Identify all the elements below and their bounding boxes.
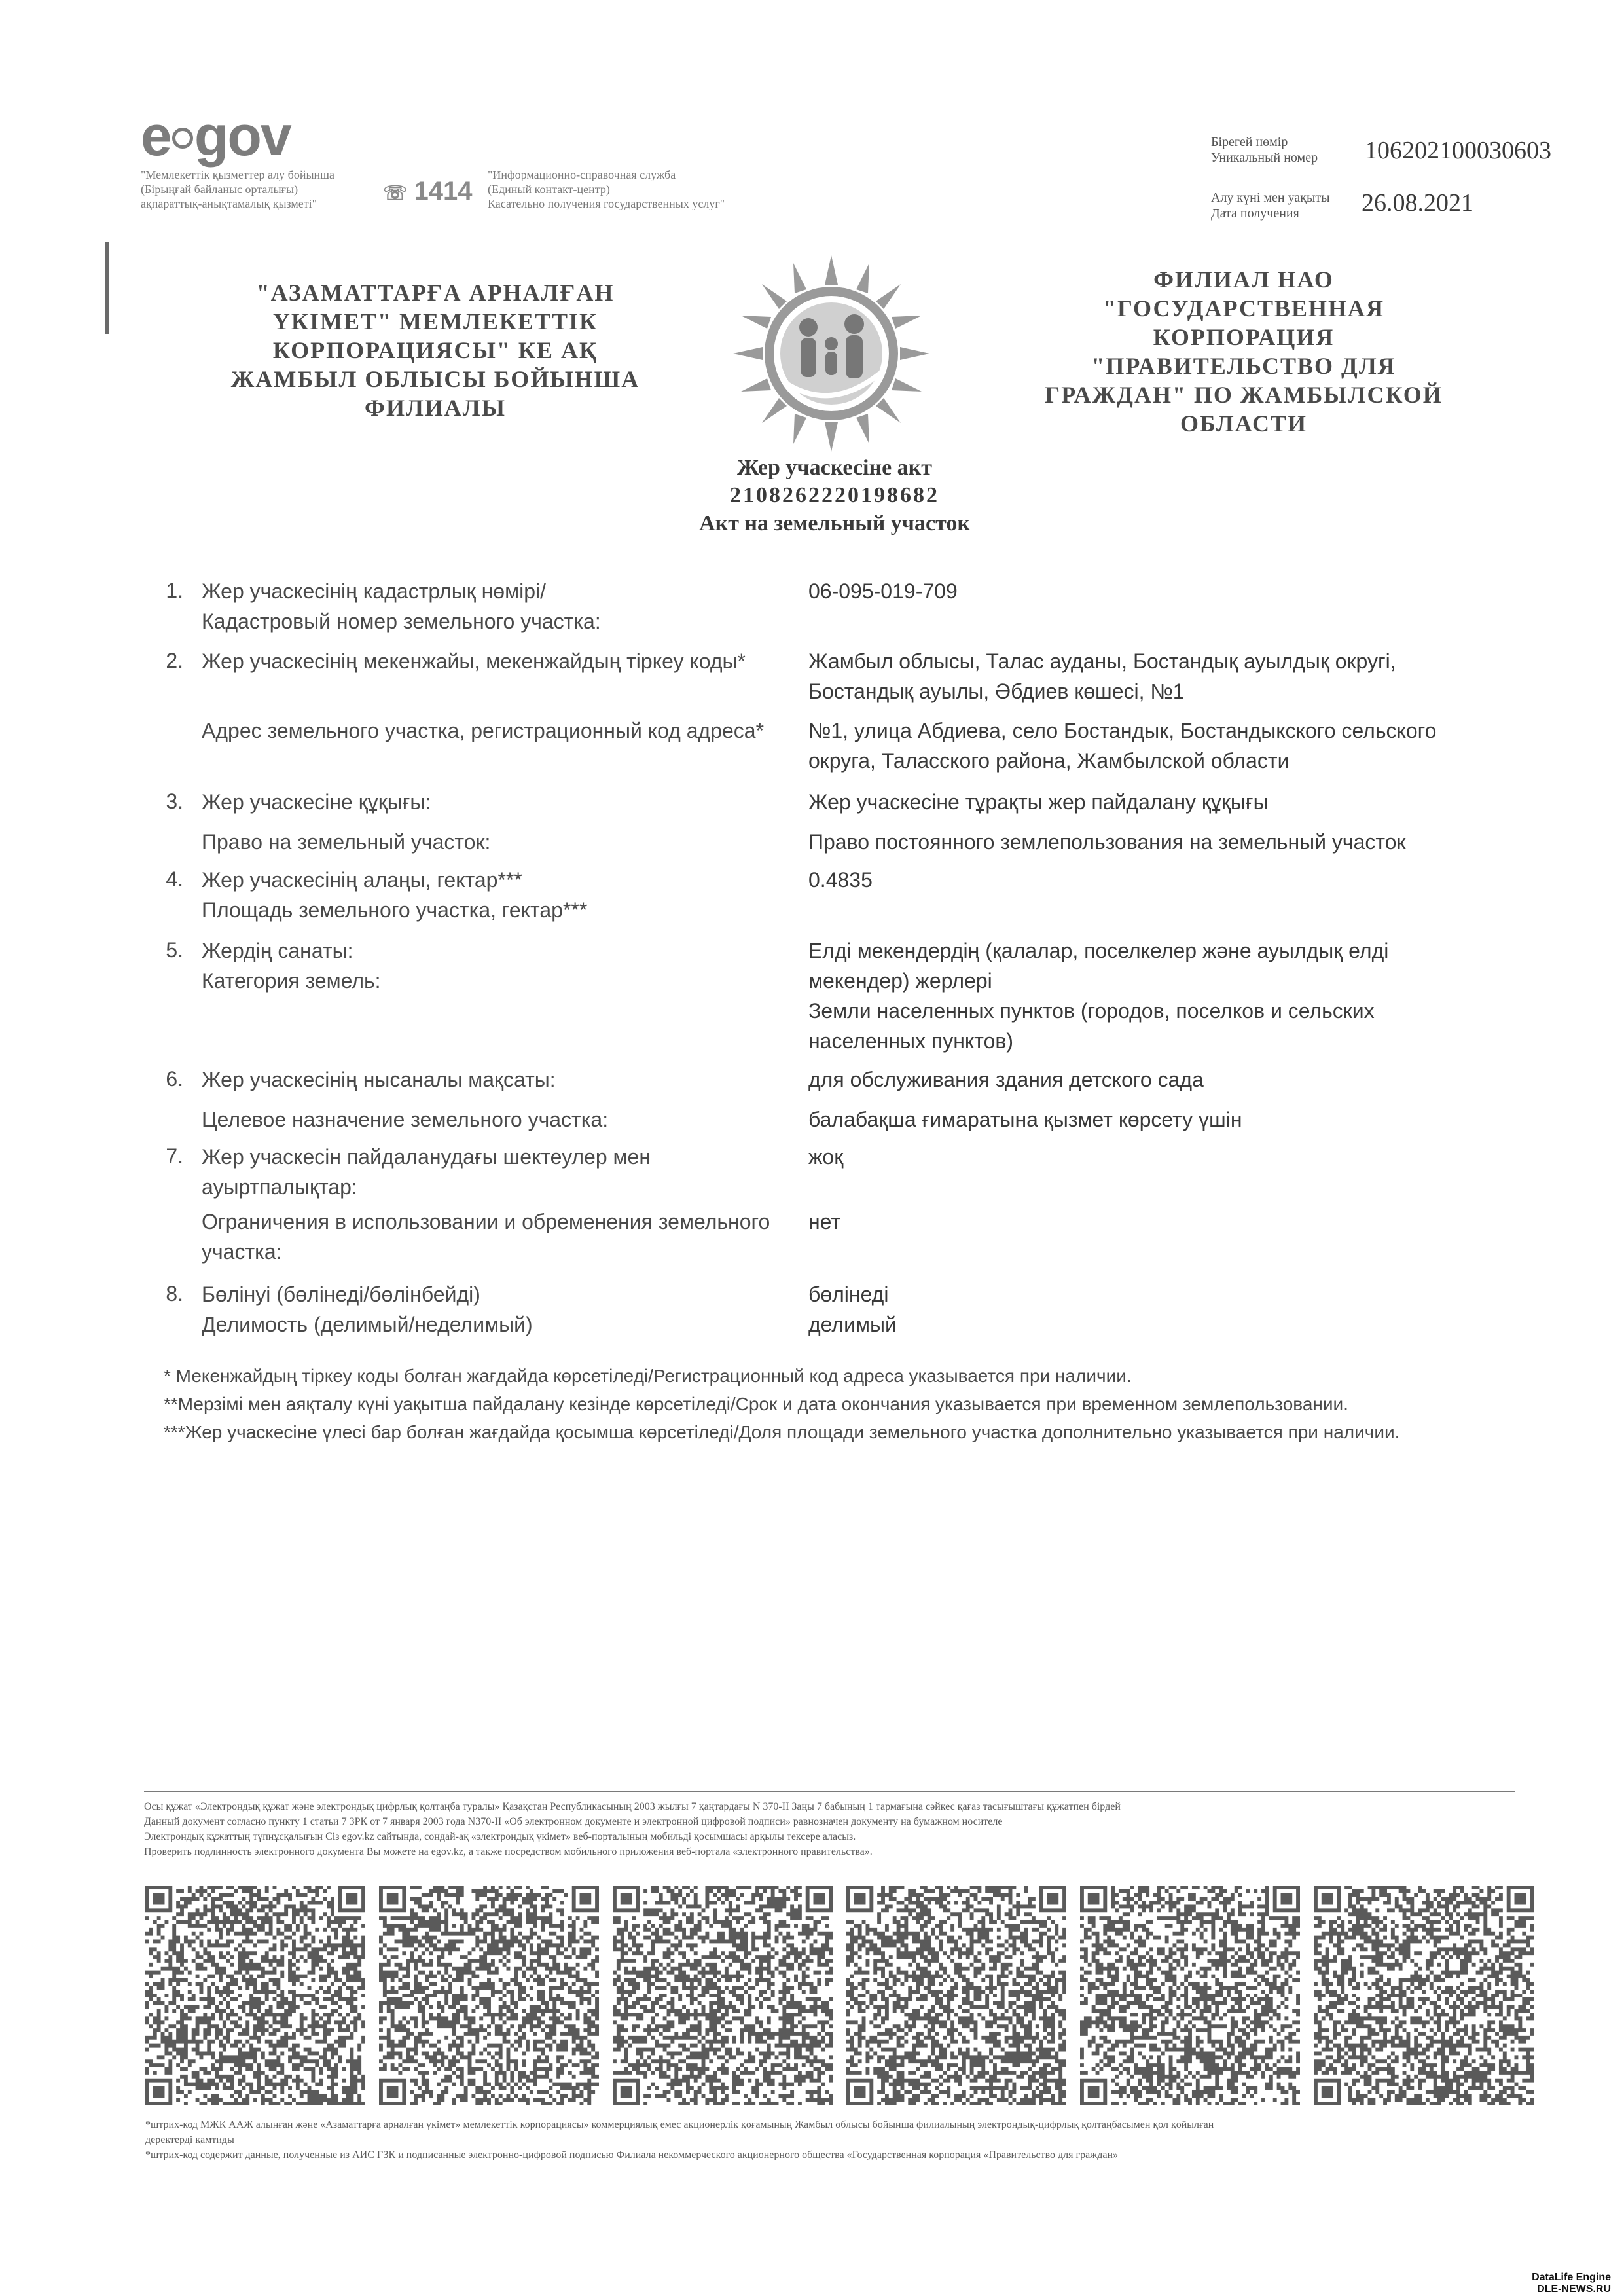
land-right-ru: Право постоянного землепользования на земельный участок [808,830,1406,854]
field-8-label: Бөлінуі (бөлінеді/бөлінбейді) Делимость (делимый/неделимый) [202,1283,533,1336]
phone-number: 1414 [414,177,473,206]
field-1-number: 1. [166,579,183,602]
legal-line-3: Электрондық құжаттың түпнұсқалығын Сіз egov.kz сайтында, сондай-ақ «электрондық үкімет» веб-порталының мобильді қосымшасы арқылы тексере аласыз. [144,1831,856,1842]
land-area: 0.4835 [808,868,873,892]
field-4-label: Жер учаскесінің алаңы, гектар*** Площадь земельного участка, гектар*** [202,868,588,922]
org-title-ru: ФИЛИАЛ НАО "ГОСУДАРСТВЕННАЯ КОРПОРАЦИЯ "ПРАВИТЕЛЬСТВО ДЛЯ ГРАЖДАН" ПО ЖАМБЫЛСКОЙ ОБЛАСТИ [1045,266,1443,437]
legal-line-4: Проверить подлинность электронного документа Вы можете на egov.kz, а также посредством мобильного приложения веб-портала «электронного правительства». [144,1846,873,1857]
legal-line-2: Данный документ согласно пункту 1 статьи 7 ЗРК от 7 января 2003 года N370-II «Об электронном документе и электронной цифровой подписи» равнозначен документу на бумажном носителе [144,1816,1003,1827]
qr-code [613,1886,833,2105]
purpose-value-2: балабақша ғимаратына қызмет көрсету үшін [808,1108,1242,1131]
divider [144,1791,1515,1792]
field-6-label-kz: Жер учаскесінің нысаналы мақсаты: [202,1068,556,1091]
field-4-number: 4. [166,867,183,891]
contact-phone [383,177,473,206]
divisibility: бөлінеді делимый [808,1283,897,1336]
field-2-number: 2. [166,649,183,672]
field-6-number: 6. [166,1067,183,1091]
phone-icon: ☏ [383,183,408,204]
land-right-kz: Жер учаскесіне тұрақты жер пайдалану құқығы [808,790,1269,814]
cadastral-number: 06-095-019-709 [808,579,958,603]
field-6-label-ru: Целевое назначение земельного участка: [202,1108,609,1131]
footnote-1: * Мекенжайдың тіркеу коды болған жағдайда көрсетіледі/Регистрационный код адреса указывается при наличии. [164,1366,1132,1386]
legal-notice [144,1799,1519,1859]
restrictions-kz: жоқ [808,1145,844,1169]
act-title-kz: Жер учаскесіне акт [737,456,932,480]
act-title-ru: Акт на земельный участок [699,511,970,536]
watermark-line-2: DLE-NEWS.RU [1537,2284,1611,2295]
barcode-notes [145,2117,1520,2162]
field-8-number: 8. [166,1282,183,1305]
unique-number: 106202100030603 [1365,137,1551,164]
land-category: Елді мекендердің (қалалар, поселкелер және ауылдық елді мекендер) жерлері Земли населенных пунктов (городов, поселков и сельских населенных пунктов) [808,939,1389,1053]
legal-line-1: Осы құжат «Электрондық құжат және электрондық цифрлық қолтаңба туралы» Қазақстан Республикасының 2003 жылғы 7 қаңтардағы N 370-II Заңы 7 бабының 1 тармағына сәйкес қағаз тасығыштағы құжатпен бірдей [144,1801,1121,1812]
field-3-label-kz: Жер учаскесіне құқығы: [202,790,431,814]
unique-number-label: Бірегей нөмір Уникальный номер [1211,135,1318,165]
field-5-number: 5. [166,938,183,962]
receipt-date: 26.08.2021 [1362,189,1473,217]
field-7-label-ru: Ограничения в использовании и обременения земельного участка: [202,1210,770,1264]
field-3-label-ru: Право на земельный участок: [202,830,491,854]
barcode-note-kz-2: деректерді қамтиды [145,2134,234,2145]
purpose-value-1: для обслуживания здания детского сада [808,1068,1204,1091]
barcode-note-ru: *штрих-код содержит данные, полученные из АИС ГЗК и подписанные электронно-цифровой подписью Филиала некоммерческого акционерного общества «Государственная корпорация «Правительство для граждан» [145,2149,1119,2160]
field-7-number: 7. [166,1144,183,1168]
footnote-2: **Мерзімі мен аяқталу күні уақытша пайдалану кезінде көрсетіледі/Срок и дата окончания указывается при временном землепользовании. [164,1394,1348,1414]
qr-code [1080,1886,1300,2105]
field-5-label: Жердің санаты: Категория земель: [202,939,381,993]
field-2-label-kz: Жер учаскесінің мекенжайы, мекенжайдың тіркеу коды* [202,649,746,673]
egov-logo: e gov [141,105,291,168]
address-ru: №1, улица Абдиева, село Бостандык, Бостандыкского сельского округа, Таласского района, Жамбылской области [808,719,1437,773]
qr-code [145,1886,365,2105]
barcode-note-kz-1: *штрих-код МЖК ААЖ алынған және «Азаматтарға арналған үкімет» мемлекеттік корпорациясы» коммерциялық емес акционерлік қоғамының Жамбыл облысы бойынша филиалының электрондық-цифрлық қолтаңбасымен қол қойылған [145,2119,1214,2130]
footnote-3: ***Жер учаскесіне үлесі бар болған жағдайда қосымша көрсетіледі/Доля площади земельного участка дополнительно указывается при наличии. [164,1422,1400,1442]
field-2-label-ru: Адрес земельного участка, регистрационный код адреса* [202,719,765,742]
date-label: Алу күні мен уақыты Дата получения [1211,191,1330,221]
qr-code [1314,1886,1534,2105]
qr-code [379,1886,599,2105]
field-1-label: Жер учаскесінің кадастрлық нөмірі/ Кадастровый номер земельного участка: [202,579,601,633]
footnotes [164,1362,1538,1446]
corporation-emblem [733,255,929,452]
qr-code [846,1886,1066,2105]
restrictions-ru: нет [808,1210,841,1233]
info-service-ru: "Информационно-справочная служба (Единый контакт-центр) Касательно получения государственных услуг" [488,168,725,210]
org-title-kz: "АЗАМАТТАРҒА АРНАЛҒАН ҮКІМЕТ" МЕМЛЕКЕТТІК КОРПОРАЦИЯСЫ" КЕ АҚ ЖАМБЫЛ ОБЛЫСЫ БОЙЫНША ФИЛИАЛЫ [230,280,640,421]
field-7-label-kz: Жер учаскесін пайдаланудағы шектеулер мен ауыртпалықтар: [202,1145,651,1199]
field-3-number: 3. [166,790,183,813]
scan-mark [105,242,109,334]
watermark [1532,2272,1611,2295]
act-number: 2108262220198682 [730,483,939,507]
watermark-line-1: DataLife Engine [1532,2272,1611,2283]
qr-code-row [145,1886,1533,2108]
info-service-kz: "Мемлекеттік қызметтер алу бойынша (Бірыңғай байланыс орталығы) ақпараттық-анықтамалық қызметі" [141,168,335,210]
address-kz: Жамбыл облысы, Талас ауданы, Бостандық ауылдық округі, Бостандық ауылы, Әбдиев көшесі, №1 [808,649,1396,703]
